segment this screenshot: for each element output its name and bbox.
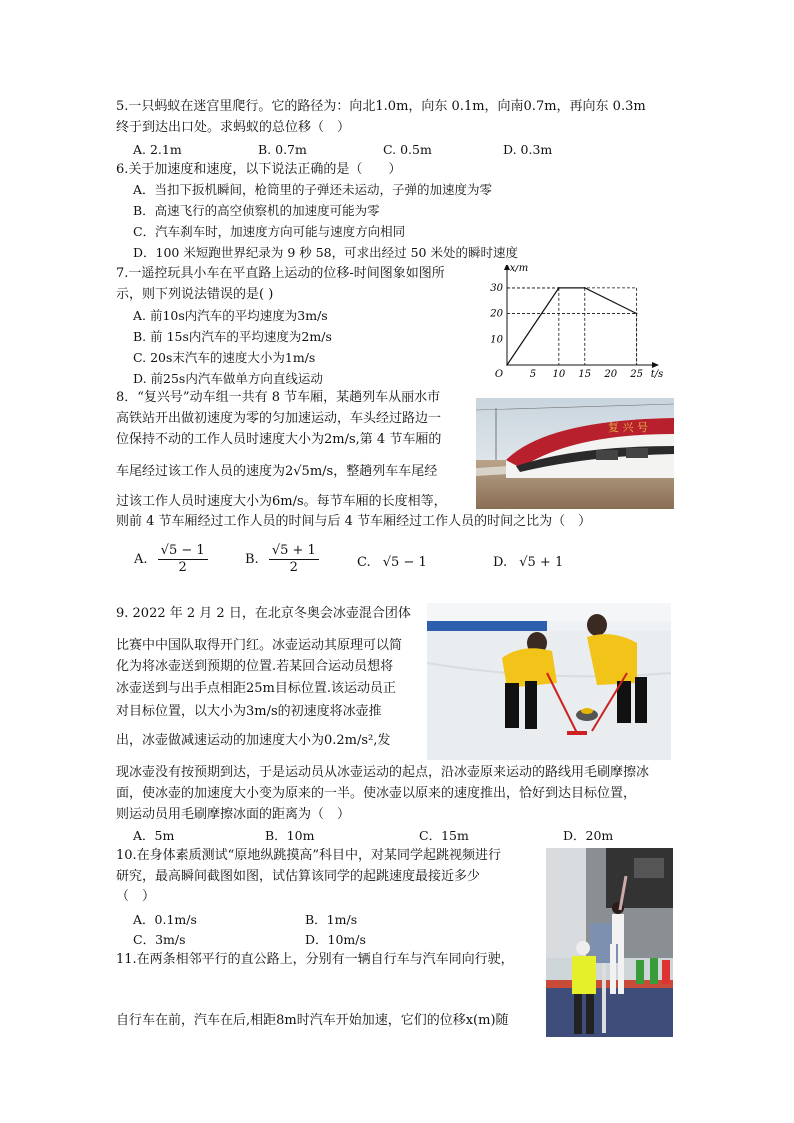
q10-option-c: C．3m/s bbox=[133, 932, 186, 947]
position-time-chart bbox=[490, 265, 665, 385]
q8-option-b-numerator: √5 + 1 bbox=[269, 543, 319, 560]
y-axis-label: x/m bbox=[509, 265, 529, 274]
q9-line8: 面，使冰壶的加速度大小变为原来的一半。使冰壶以原来的速度推出，恰好到达目标位置， bbox=[116, 786, 637, 801]
q9-line1: 9. 2022 年 2 月 2 日，在北京冬奥会冰壶混合团体 bbox=[116, 606, 411, 621]
q9-line3: 化为将冰壶送到预期的位置.若某回合运动员想将 bbox=[116, 659, 394, 674]
q8-option-a bbox=[134, 543, 208, 576]
q10-option-a: A．0.1m/s bbox=[133, 912, 197, 927]
q5-option-c: C. 0.5m bbox=[383, 142, 432, 157]
x-tick-label: 25 bbox=[630, 369, 643, 380]
q8-option-a-label: A. bbox=[134, 552, 148, 567]
q6-option-d: D．100 米短跑世界纪录为 9 秒 58，可求出经过 50 米处的瞬时速度 bbox=[133, 245, 518, 260]
x-tick-label: 15 bbox=[578, 369, 592, 380]
data-point bbox=[506, 364, 508, 366]
data-point bbox=[636, 313, 638, 315]
train-photo bbox=[476, 398, 674, 509]
origin-label: O bbox=[494, 369, 504, 380]
q10-line2: 研究，最高瞬间截图如图，试估算该同学的起跳速度最接近多少 bbox=[116, 869, 481, 884]
data-point bbox=[558, 287, 560, 289]
q10-line3: （ ） bbox=[116, 889, 156, 904]
q9-line9: 则运动员用毛刷摩擦冰面的距离为（ ） bbox=[116, 807, 351, 822]
q8-line3: 位保持不动的工作人员时速度大小为2m/s,第 4 节车厢的 bbox=[116, 432, 442, 447]
q5-option-a: A. 2.1m bbox=[133, 142, 182, 157]
x-tick-label: 5 bbox=[529, 369, 537, 380]
q7-option-c: C. 20s末汽车的速度大小为1m/s bbox=[133, 350, 316, 365]
q8-option-c-label: C. bbox=[357, 555, 371, 570]
q8-line2: 高铁站开出做初速度为零的匀加速运动，车头经过路边一 bbox=[116, 411, 442, 426]
q7-option-a: A. 前10s内汽车的平均速度为3m/s bbox=[133, 308, 328, 323]
x-tick-label: 20 bbox=[604, 369, 618, 380]
q8-line5: 过该工作人员时速度大小为6m/s。每节车厢的长度相等， bbox=[116, 494, 447, 509]
data-point bbox=[584, 287, 586, 289]
q7-option-d: D. 前25s内汽车做单方向直线运动 bbox=[133, 371, 323, 386]
q9-option-c: C．15m bbox=[419, 828, 469, 843]
q8-option-b-fraction bbox=[269, 543, 319, 576]
q8-line4: 车尾经过该工作人员的速度为2√5m/s，整趟列车车尾经 bbox=[116, 464, 438, 479]
q8-line1: 8．“复兴号”动车组一共有 8 节车厢，某趟列车从丽水市 bbox=[116, 390, 441, 405]
q8-line6: 则前 4 节车厢经过工作人员的时间与后 4 节车厢经过工作人员的时间之比为（ ） bbox=[116, 514, 592, 529]
q8-option-d bbox=[493, 555, 563, 570]
q8-option-b-label: B. bbox=[245, 552, 259, 567]
q9-line2: 比赛中中国队取得开门红。冰壶运动其原理可以简 bbox=[116, 638, 403, 653]
q10-option-d: D．10m/s bbox=[305, 932, 366, 947]
x-axis-label: t/s bbox=[650, 369, 664, 380]
q7-line1: 7.一遥控玩具小车在平直路上运动的位移-时间图象如图所 bbox=[116, 266, 445, 281]
q5-option-d: D. 0.3m bbox=[503, 142, 553, 157]
q8-option-b bbox=[245, 543, 319, 576]
y-tick-label: 30 bbox=[490, 282, 503, 294]
q8-option-d-value: √5 + 1 bbox=[519, 555, 564, 570]
q6-option-c: C．汽车刹车时，加速度方向可能与速度方向相同 bbox=[133, 224, 406, 239]
q10-option-b: B．1m/s bbox=[305, 912, 358, 927]
q6-option-b: B．高速飞行的高空侦察机的加速度可能为零 bbox=[133, 203, 380, 218]
q6-option-a: A．当扣下扳机瞬间，枪筒里的子弹还未运动，子弹的加速度为零 bbox=[133, 182, 493, 197]
q9-line6: 出，冰壶做减速运动的加速度大小为0.2m/s²,发 bbox=[116, 733, 391, 748]
q7-option-b: B. 前 15s内汽车的平均速度为2m/s bbox=[133, 329, 332, 344]
y-tick-label: 20 bbox=[490, 308, 503, 320]
series-line bbox=[507, 288, 637, 365]
q10-line1: 10.在身体素质测试“原地纵跳摸高”科目中，对某同学起跳视频进行 bbox=[116, 848, 501, 863]
q8-option-c bbox=[357, 555, 427, 570]
x-axis-arrow bbox=[652, 362, 659, 368]
q9-line5: 对目标位置，以大小为3m/s的初速度将冰壶推 bbox=[116, 704, 382, 719]
y-tick-label: 10 bbox=[490, 334, 503, 346]
curling-photo bbox=[427, 603, 671, 760]
q8-option-d-label: D. bbox=[493, 555, 508, 570]
q5-option-b: B. 0.7m bbox=[258, 142, 307, 157]
q7-line2: 示，则下列说法错误的是( ) bbox=[116, 287, 274, 302]
q5-line1: 5.一只蚂蚁在迷宫里爬行。它的路径为：向北1.0m，向东 0.1m，向南0.7m，再向东 0.3m bbox=[116, 99, 646, 114]
q8-option-c-value: √5 − 1 bbox=[382, 555, 427, 570]
q11-line1: 11.在两条相邻平行的直公路上，分别有一辆自行车与汽车同向行驶， bbox=[116, 952, 514, 967]
q9-option-d: D．20m bbox=[563, 828, 614, 843]
q11-line2: 自行车在前，汽车在后,相距8m时汽车开始加速，它们的位移x(m)随 bbox=[116, 1013, 509, 1028]
q6-stem: 6.关于加速度和速度，以下说法正确的是（ ） bbox=[116, 162, 402, 177]
q9-option-a: A．5m bbox=[133, 828, 175, 843]
jump-test-photo bbox=[546, 848, 673, 1037]
q9-line7: 现冰壶没有按预期到达，于是运动员从冰壶运动的起点，沿冰壶原来运动的路线用毛刷摩擦冰 bbox=[116, 765, 650, 780]
q8-option-a-fraction bbox=[158, 543, 208, 576]
q5-line2: 终于到达出口处。求蚂蚁的总位移（ ） bbox=[116, 120, 351, 135]
q8-option-a-numerator: √5 − 1 bbox=[158, 543, 208, 560]
q8-option-a-denominator: 2 bbox=[178, 560, 187, 575]
train-logo-text: 复 兴 号 bbox=[608, 421, 648, 434]
q8-option-b-denominator: 2 bbox=[289, 560, 298, 575]
x-tick-label: 10 bbox=[552, 369, 566, 380]
q9-option-b: B．10m bbox=[265, 828, 315, 843]
q9-line4: 冰壶送到与出手点相距25m目标位置.该运动员正 bbox=[116, 681, 397, 696]
